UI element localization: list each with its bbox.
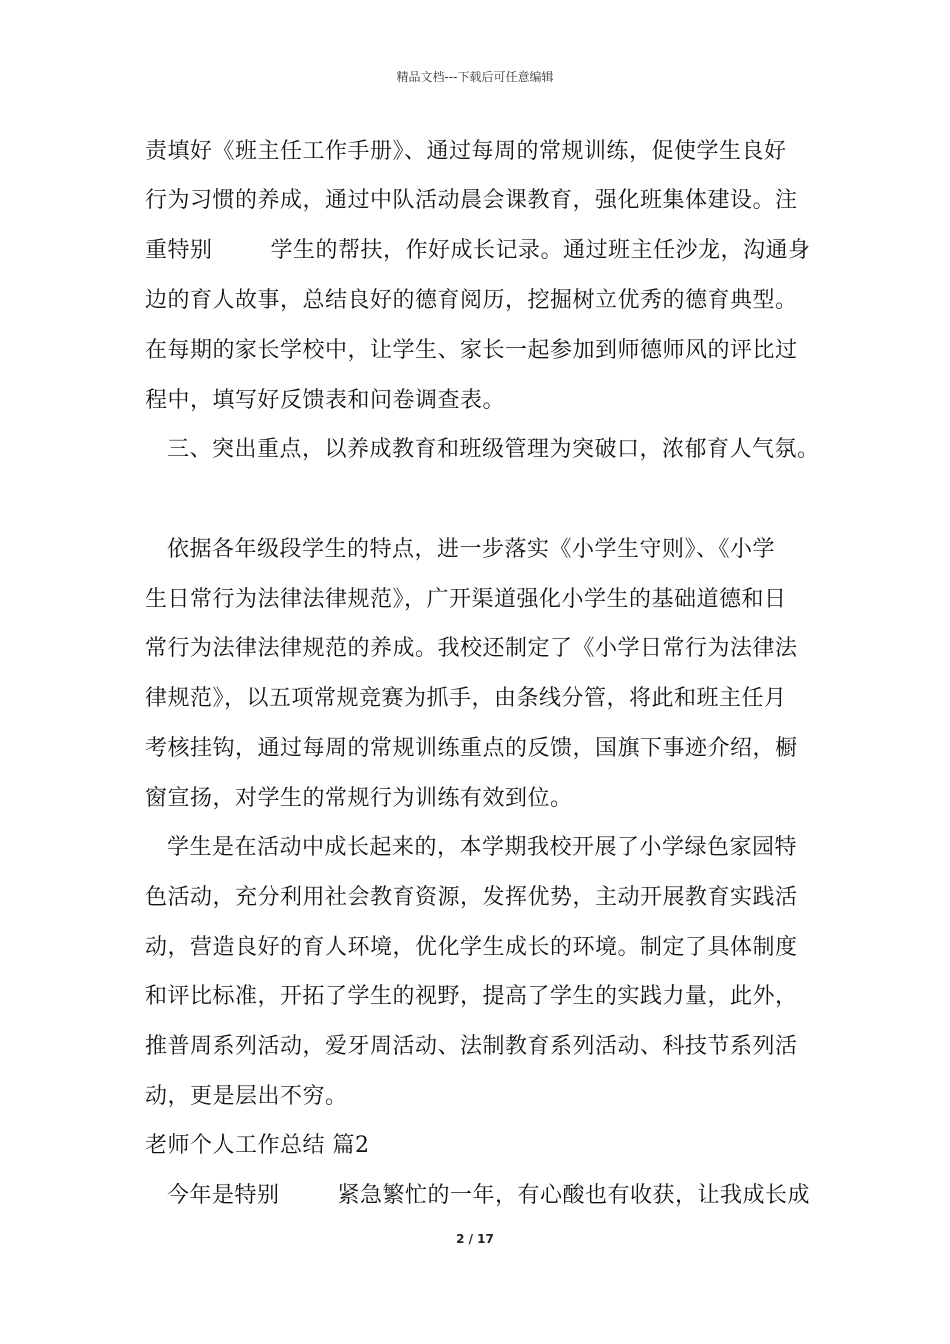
page-header: 精品文档---下载后可任意编辑 (396, 70, 554, 84)
text-line (167, 1181, 810, 1211)
article-heading: 老师个人工作总结 篇2 (145, 1133, 370, 1158)
text-line: 在每期的家长学校中，让学生、家长一起参加到师德师风的评比过 (145, 338, 798, 363)
text-line: 边的育人故事，总结良好的德育阅历，挖掘树立优秀的德育典型。 (145, 288, 798, 313)
text-line: 律规范》，以五项常规竞赛为抓手，由条线分管，将此和班主任月 (145, 686, 787, 711)
section-heading: 三、突出重点，以养成教育和班级管理为突破口，浓郁育人气氛。 (167, 437, 820, 462)
page-number: 2 / 17 (456, 1232, 494, 1246)
text-line: 生日常行为法律法律规范》，广开渠道强化小学生的基础道德和日 (145, 587, 787, 612)
text-fragment: 学生的帮扶，作好成长记录。通过班主任沙龙，沟通身 (270, 238, 811, 263)
text-fragment: 重特别 (145, 238, 213, 263)
text-line: 行为习惯的养成，通过中队活动晨会课教育，强化班集体建设。注 (145, 188, 798, 213)
text-line: 窗宣扬，对学生的常规行为训练有效到位。 (145, 786, 573, 811)
text-line: 常行为法律法律规范的养成。我校还制定了《小学日常行为法律法 (145, 636, 798, 661)
text-line: 学生是在活动中成长起来的，本学期我校开展了小学绿色家园特 (167, 835, 798, 860)
text-line: 动，营造良好的育人环境，优化学生成长的环境。制定了具体制度 (145, 935, 798, 960)
text-line (145, 236, 811, 266)
text-line: 色活动，充分利用社会教育资源，发挥优势，主动开展教育实践活 (145, 885, 798, 910)
text-line: 和评比标准，开拓了学生的视野，提高了学生的实践力量，此外， (145, 984, 798, 1009)
text-line: 推普周系列活动，爱牙周活动、法制教育系列活动、科技节系列活 (145, 1034, 798, 1059)
text-line: 责填好《班主任工作手册》、通过每周的常规训练，促使学生良好 (145, 139, 787, 164)
text-fragment: 今年是特别 (167, 1183, 280, 1208)
text-fragment: 紧急繁忙的一年，有心酸也有收获，让我成长成 (337, 1183, 811, 1208)
text-line: 动，更是层出不穷。 (145, 1084, 348, 1109)
text-line: 程中，填写好反馈表和问卷调查表。 (145, 388, 506, 413)
text-line: 依据各年级段学生的特点，进一步落实《小学生守则》、《小学 (167, 537, 776, 562)
text-line: 考核挂钩，通过每周的常规训练重点的反馈，国旗下事迹介绍，橱 (145, 736, 798, 761)
